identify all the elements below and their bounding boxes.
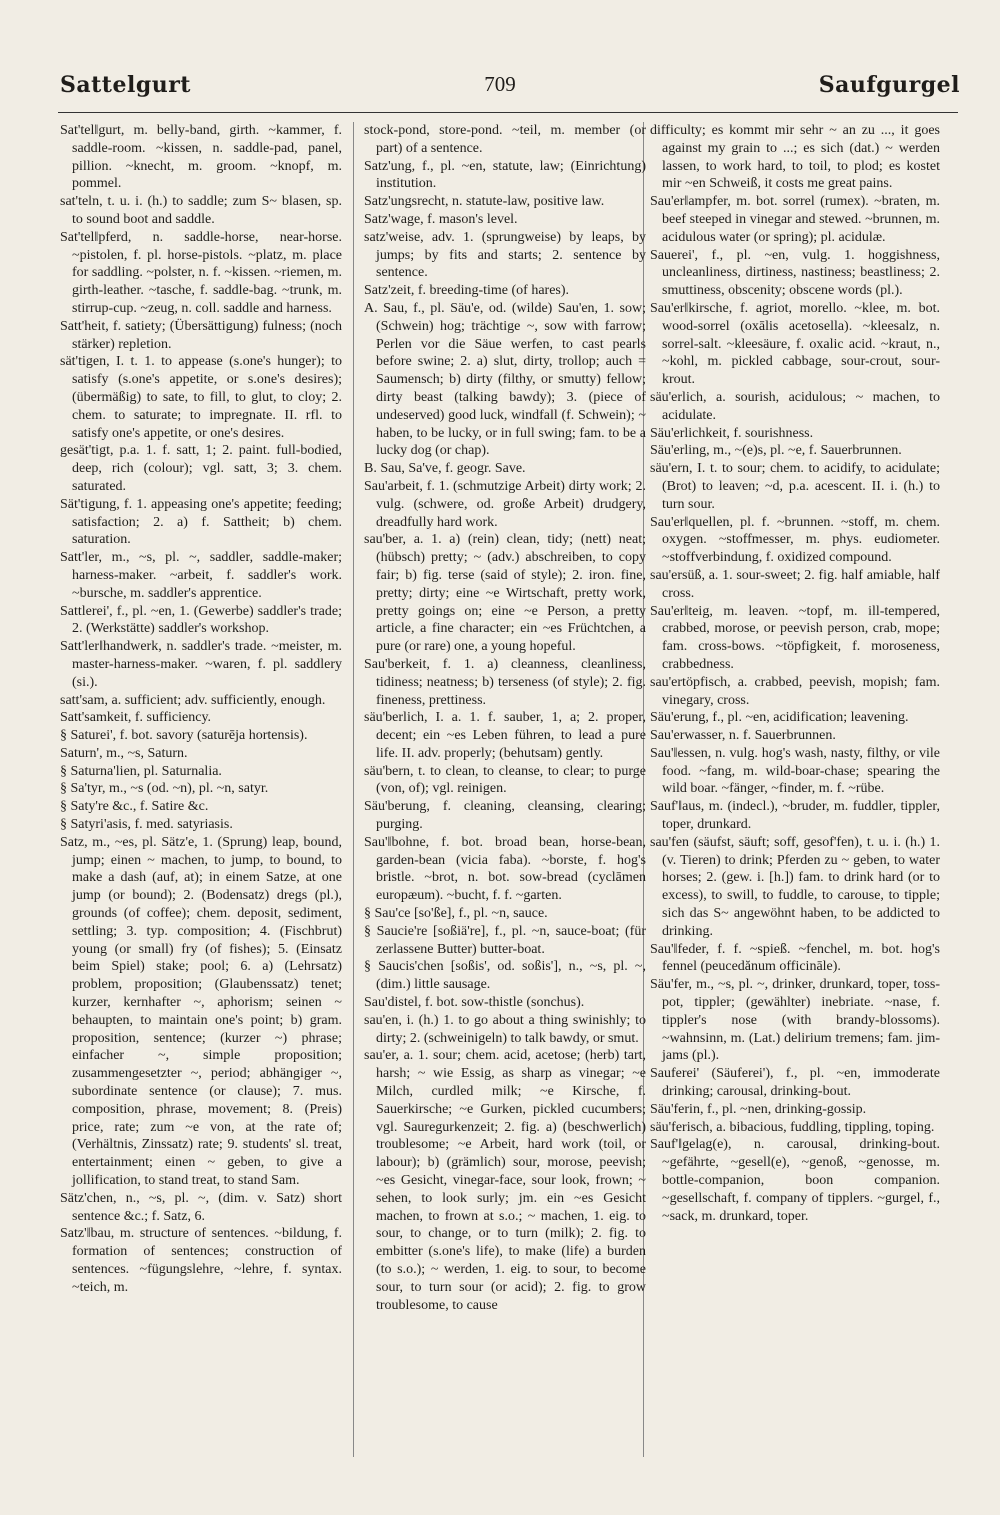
- dictionary-entry: gesät'tigt, p.a. 1. f. satt, 1; 2. paint. full-bodied, deep, rich (colour); vgl. satt, 3; 3. chem. saturated.: [60, 443, 342, 494]
- column-right: [650, 122, 940, 1457]
- dictionary-entry: Sat'tel‖pferd, n. saddle-horse, near-horse. ~pistolen, f. pl. horse-pistols. ~platz, m. place for saddling. ~polster, n. f. ~kissen. ~riemen, m. girth-leather. ~tasche, f. saddle-bag. ~trunk, m. stirrup-cup. ~zeug, n. coll. saddle and harness.: [60, 229, 342, 316]
- dictionary-entry: § Sa'tyr, m., ~s (od. ~n), pl. ~n, satyr.: [60, 781, 269, 797]
- dictionary-entry: säu'erlich, a. sourish, acidulous; ~ machen, to acidulate.: [650, 389, 940, 423]
- dictionary-entry: Sauf'‖gelag(e), n. carousal, drinking-bout. ~gefährte, ~gesell(e), ~genoß, ~genosse, m. bottle-companion, boon companion. ~gesellschaft, f. company of tipplers. ~gurgel, f., ~sack, m. drunkard, toper.: [650, 1137, 940, 1224]
- dictionary-entry: sau'er, a. 1. sour; chem. acid, acetose; (herb) tart, harsh; ~ wie Essig, as sharp as vinegar; ~e Milch, curdled milk; ~e Kirsche, f. Sauerkirsche; ~e Gurken, pickled cucumbers; vgl. Sauregurkenzeit; 2. fig. a) (beschwerlich) troublesome; ~e Arbeit, hard work (toil, or labour); b) (grämlich) sour, morose, peevish; ~es Gesicht, vinegar-face, sour look, frown; ~ sehen, to look surly; jm. ein ~es Gesicht machen, to frown at s.o.; ~ machen, 1. eig. to sour, to change, or to turn (milk); 2. fig. to embitter (s.one's life), to make (life) a burden (to s.o.); ~ werden, 1. eig. to sour, to become sour, to turn sour (or acid); 2. fig. to grow troublesome, to cause: [364, 1048, 646, 1313]
- dictionary-entry: Sau'er‖kirsche, f. agriot, morello. ~klee, m. bot. wood-sorrel (oxālis acetosella). ~kleesalz, n. sorrel-salt. ~kleesäure, f. oxalic acid. ~kraut, n., ~kohl, m. pickled cabbage, sour-crout, sour-krout.: [650, 300, 940, 388]
- dictionary-entry: Sau'arbeit, f. 1. (schmutzige Arbeit) dirty work; 2. vulg. (schwere, od. große Arbeit) drudgery, dreadfully hard work.: [364, 478, 646, 530]
- dictionary-entry: § Saturna'lien, pl. Saturnalia.: [60, 763, 222, 779]
- page-header: [0, 70, 1000, 106]
- dictionary-entry: Satt'heit, f. satiety; (Übersättigung) fulness; (noch stärker) repletion.: [60, 318, 342, 352]
- dictionary-entry: säu'berlich, I. a. 1. f. sauber, 1, a; 2. proper, decent; ein ~es Leben führen, to lead a pure life. II. adv. properly; (behutsam) gently.: [364, 710, 646, 761]
- dictionary-entry: A. Sau, f., pl. Säu'e, od. (wilde) Sau'en, 1. sow; (Schwein) hog; trächtige ~, sow with farrow; Perlen vor die Säue werfen, to cast pearls before swine; 2. a) slut, dirty, trollop; auch = Saumensch; b) dirty (filthy, or smutty) fellow; dirty beast (talking bawdy); 3. (piece of undeserved) good luck, windfall (f. Schwein); ~ haben, to be lucky, or in full swing; fam. to be a lucky dog (or chap).: [364, 300, 646, 459]
- dictionary-entry: Sät'tigung, f. 1. appeasing one's appetite; feeding; satisfaction; 2. a) f. Sattheit; b) chem. saturation.: [60, 496, 342, 548]
- column-divider: [353, 122, 354, 1457]
- dictionary-entry: sat'teln, t. u. i. (h.) to saddle; zum S~ blasen, sp. to sound boot and saddle.: [60, 194, 342, 227]
- dictionary-entry: sät'tigen, I. t. 1. to appease (s.one's hunger); to satisfy (s.one's appetite, or s.one's desires); (übermäßig) to sate, to fill, to glut, to cloy; 2. chem. to saturate; to impregnate. II. rfl. to satisfy one's appetite, or one's desires.: [60, 354, 342, 441]
- dictionary-entry: Sau'‖essen, n. vulg. hog's wash, nasty, filthy, or vile food. ~fang, m. wild-boar-chase; spearing the wild boar. ~fänger, ~finder, m. f. ~rübe.: [650, 745, 940, 797]
- dictionary-entry: Sau'distel, f. bot. sow-thistle (sonchus).: [364, 995, 585, 1011]
- dictionary-entry: Sau'er‖ampfer, m. bot. sorrel (rumex). ~braten, m. beef steeped in vinegar and stewed. ~brunnen, m. acidulous water (or spring); pl. acidulæ.: [650, 194, 940, 245]
- dictionary-entry: Sauferei' (Säuferei'), f., pl. ~en, immoderate drinking; carousal, drinking-bout.: [650, 1066, 940, 1100]
- dictionary-entry: Satz'ungsrecht, n. statute-law, positive law.: [364, 194, 605, 210]
- dictionary-entry: § Saturei', f. bot. savory (saturēja hortensis).: [60, 728, 308, 744]
- dictionary-entry: Sau'‖bohne, f. bot. broad bean, horse-bean, garden-bean (vicia faba). ~borste, f. hog's bristle. ~brot, n. bot. sow-bread (cyclāmen europæum). ~bucht, f. f. ~garten.: [364, 834, 646, 904]
- dictionary-entry: Satz'zeit, f. breeding-time (of hares).: [364, 283, 570, 299]
- dictionary-entry: säu'bern, t. to clean, to cleanse, to clear; to purge (von, of); vgl. reinigen.: [364, 763, 646, 797]
- dictionary-entry: Säu'erling, m., ~(e)s, pl. ~e, f. Sauerbrunnen.: [650, 443, 902, 459]
- dictionary-entry: Saturn', m., ~s, Saturn.: [60, 745, 188, 761]
- dictionary-entry: Säu'erlichkeit, f. sourishness.: [650, 425, 814, 441]
- dictionary-entry: satz'weise, adv. 1. (sprungweise) by leaps, by jumps; by fits and starts; 2. sentence by sentence.: [364, 229, 646, 281]
- dictionary-entry: sau'ertöpfisch, a. crabbed, peevish, mopish; fam. vinegary, cross.: [650, 674, 940, 708]
- dictionary-entry: satt'sam, a. sufficient; adv. sufficiently, enough.: [60, 692, 326, 708]
- dictionary-entry: Säu'ferin, f., pl. ~nen, drinking-gossip.: [650, 1101, 867, 1117]
- left-guide-word: Sattelgurt: [60, 72, 191, 98]
- dictionary-entry: Satt'ler‖handwerk, n. saddler's trade. ~meister, m. master-harness-maker. ~waren, f. pl. saddlery (si.).: [60, 639, 342, 690]
- dictionary-entry: Sau'er‖quellen, pl. f. ~brunnen. ~stoff, m. chem. oxygen. ~stoffmesser, m. phys. eudiometer. ~stoffverbindung, f. oxidized compound.: [650, 514, 940, 566]
- dictionary-entry: Satz'wage, f. mason's level.: [364, 211, 518, 227]
- dictionary-entry: Satt'ler, m., ~s, pl. ~, saddler, saddle-maker; harness-maker. ~arbeit, f. saddler's work. ~bursche, m. saddler's apprentice.: [60, 550, 342, 601]
- header-rule: [58, 112, 958, 113]
- dictionary-entry: Satz, m., ~es, pl. Sätz'e, 1. (Sprung) leap, bound, jump; einen ~ machen, to jump, to bound, to make a dash (auf, at); in einem Satze, at one jump (or bound); 2. (Bodensatz) dregs (pl.), grounds (of coffee); chem. deposit, sediment, settling; 3. typ. composition; 4. (Fischbrut) young (or small) fry (of fishes); 5. (Einsatz beim Spiel) stake; pool; 6. a) (Lehrsatz) problem, proposition; (Glaubenssatz) tenet; kurzer, kernhafter ~, aphorism; seinen ~ behaupten, to maintain one's point; b) gram. proposition, sentence; (kurzer ~) phrase; einfacher ~, simple proposition; zusammengesetzter ~, period; abhängiger ~, subordinate sentence (or clause); 7. mus. composition, phrase, movement; 8. (Preis) price, rate; zum ~e von, at the rate of; (Verhältnis, Zinssatz) rate; 9. students' sl. treat, entertainment; einen ~ geben, to give a jollification, to stand treat, to stand Sam.: [60, 834, 342, 1189]
- dictionary-entry: Sauerei', f., pl. ~en, vulg. 1. hoggishness, uncleanliness, dirtiness, nastiness; beastliness; 2. smuttiness, obscenity; obscene words (pl.).: [650, 247, 940, 299]
- right-guide-word: Saufgurgel: [818, 72, 960, 98]
- dictionary-entry: Sätz'chen, n., ~s, pl. ~, (dim. v. Satz) short sentence &c.; f. Satz, 6.: [60, 1190, 342, 1224]
- dictionary-entry: Satt'samkeit, f. sufficiency.: [60, 710, 212, 726]
- dictionary-entry: stock-pond, store-pond. ~teil, m. member (or part) of a sentence.: [364, 123, 646, 156]
- dictionary-entry: difficulty; es kommt mir sehr ~ an zu ..., it goes against my grain to ...; es sich (dat.) ~ werden lassen, to work hard, to toil, to plod; es kostet mir ~en Schweiß, it costs me great pains.: [650, 123, 940, 192]
- dictionary-entry: Sattlerei', f., pl. ~en, 1. (Gewerbe) saddler's trade; 2. (Werkstätte) saddler's workshop.: [60, 603, 342, 637]
- dictionary-entry: sau'ersüß, a. 1. sour-sweet; 2. fig. half amiable, half cross.: [650, 567, 940, 601]
- dictionary-entry: sau'fen (säufst, säuft; soff, gesof'fen), t. u. i. (h.) 1. (v. Tieren) to drink; Pferden zu ~ geben, to water horses; 2. (gew. i. [h.]) fam. to drink hard (or to excess), to swill, to fuddle, to carouse, to tipple; sich das S~ angewöhnt haben, to be addicted to drinking.: [650, 834, 940, 939]
- dictionary-entry: Satz'ung, f., pl. ~en, statute, law; (Einrichtung) institution.: [364, 158, 646, 192]
- dictionary-entry: B. Sau, Sa've, f. geogr. Save.: [364, 461, 526, 477]
- column-middle: [364, 122, 646, 1457]
- dictionary-entry: Säu'erung, f., pl. ~en, acidification; leavening.: [650, 710, 909, 726]
- dictionary-entry: § Sau'ce [so'ße], f., pl. ~n, sauce.: [364, 906, 548, 922]
- dictionary-entry: § Saucie're [soßiä're], f., pl. ~n, sauce-boat; (für zerlassene Butter) butter-boat.: [364, 923, 646, 957]
- column-left: [60, 122, 342, 1457]
- dictionary-entry: sau'ber, a. 1. a) (rein) clean, tidy; (nett) neat; (hübsch) pretty; ~ (adv.) abschreiben, to copy fair; b) fig. terse (said of style); 2. iron. fine, pretty; dirty; eine ~e Wirtschaft, pretty work, pretty goings on; eine ~e Person, a pretty article, a fine character; ein ~es Früchtchen, a pure (or rare) one, a young hopeful.: [364, 532, 646, 655]
- dictionary-entry: säu'ern, I. t. to sour; chem. to acidify, to acidulate; (Brot) to leaven; ~d, p.a. acescent. II. i. (h.) to turn sour.: [650, 461, 940, 512]
- dictionary-entry: § Satyri'asis, f. med. satyriasis.: [60, 817, 233, 833]
- dictionary-entry: Sauf'‖aus, m. (indecl.), ~bruder, m. fuddler, tippler, toper, drunkard.: [650, 799, 940, 833]
- dictionary-entry: Sau'berkeit, f. 1. a) cleanness, cleanliness, tidiness; neatness; b) terseness (of style); 2. fig. fineness, prettiness.: [364, 656, 646, 708]
- dictionary-entry: Säu'berung, f. cleaning, cleansing, clearing; purging.: [364, 799, 646, 833]
- dictionary-entry: Sat'tel‖gurt, m. belly-band, girth. ~kammer, f. saddle-room. ~kissen, n. saddle-pad, panel, pillion. ~knecht, m. groom. ~knopf, m. pommel.: [60, 123, 342, 192]
- dictionary-entry: Sau'er‖teig, m. leaven. ~topf, m. ill-tempered, crabbed, morose, or peevish person, crab, mope; fam. cross-bows. ~töpfigkeit, f. moroseness, crabbedness.: [650, 603, 940, 672]
- page-number: 709: [484, 72, 516, 96]
- dictionary-entry: säu'ferisch, a. bibacious, fuddling, tippling, toping.: [650, 1119, 935, 1135]
- dictionary-entry: § Saucis'chen [soßis', od. soßis'], n., ~s, pl. ~, (dim.) little sausage.: [364, 959, 646, 993]
- dictionary-entry: § Saty're &c., f. Satire &c.: [60, 799, 209, 815]
- dictionary-entry: sau'en, i. (h.) 1. to go about a thing swinishly; to dirty; 2. (schweinigeln) to talk bawdy, or smut.: [364, 1012, 646, 1046]
- dictionary-entry: Sau'erwasser, n. f. Sauerbrunnen.: [650, 728, 836, 744]
- dictionary-entry: Säu'fer, m., ~s, pl. ~, drinker, drunkard, toper, toss-pot, tippler; (gewählter) inebriate. ~nase, f. tippler's nose (with brandy-blossoms). ~wahnsinn, m. (Lat.) delirium tremens; fam. jim-jams (pl.).: [650, 977, 940, 1064]
- dictionary-entry: Sau'‖feder, f. f. ~spieß. ~fenchel, m. bot. hog's fennel (peucedănum officināle).: [650, 941, 940, 975]
- dictionary-entry: Satz'‖bau, m. structure of sentences. ~bildung, f. formation of sentences; construction of sentences. ~fügungslehre, ~lehre, f. syntax. ~teich, m.: [60, 1226, 342, 1295]
